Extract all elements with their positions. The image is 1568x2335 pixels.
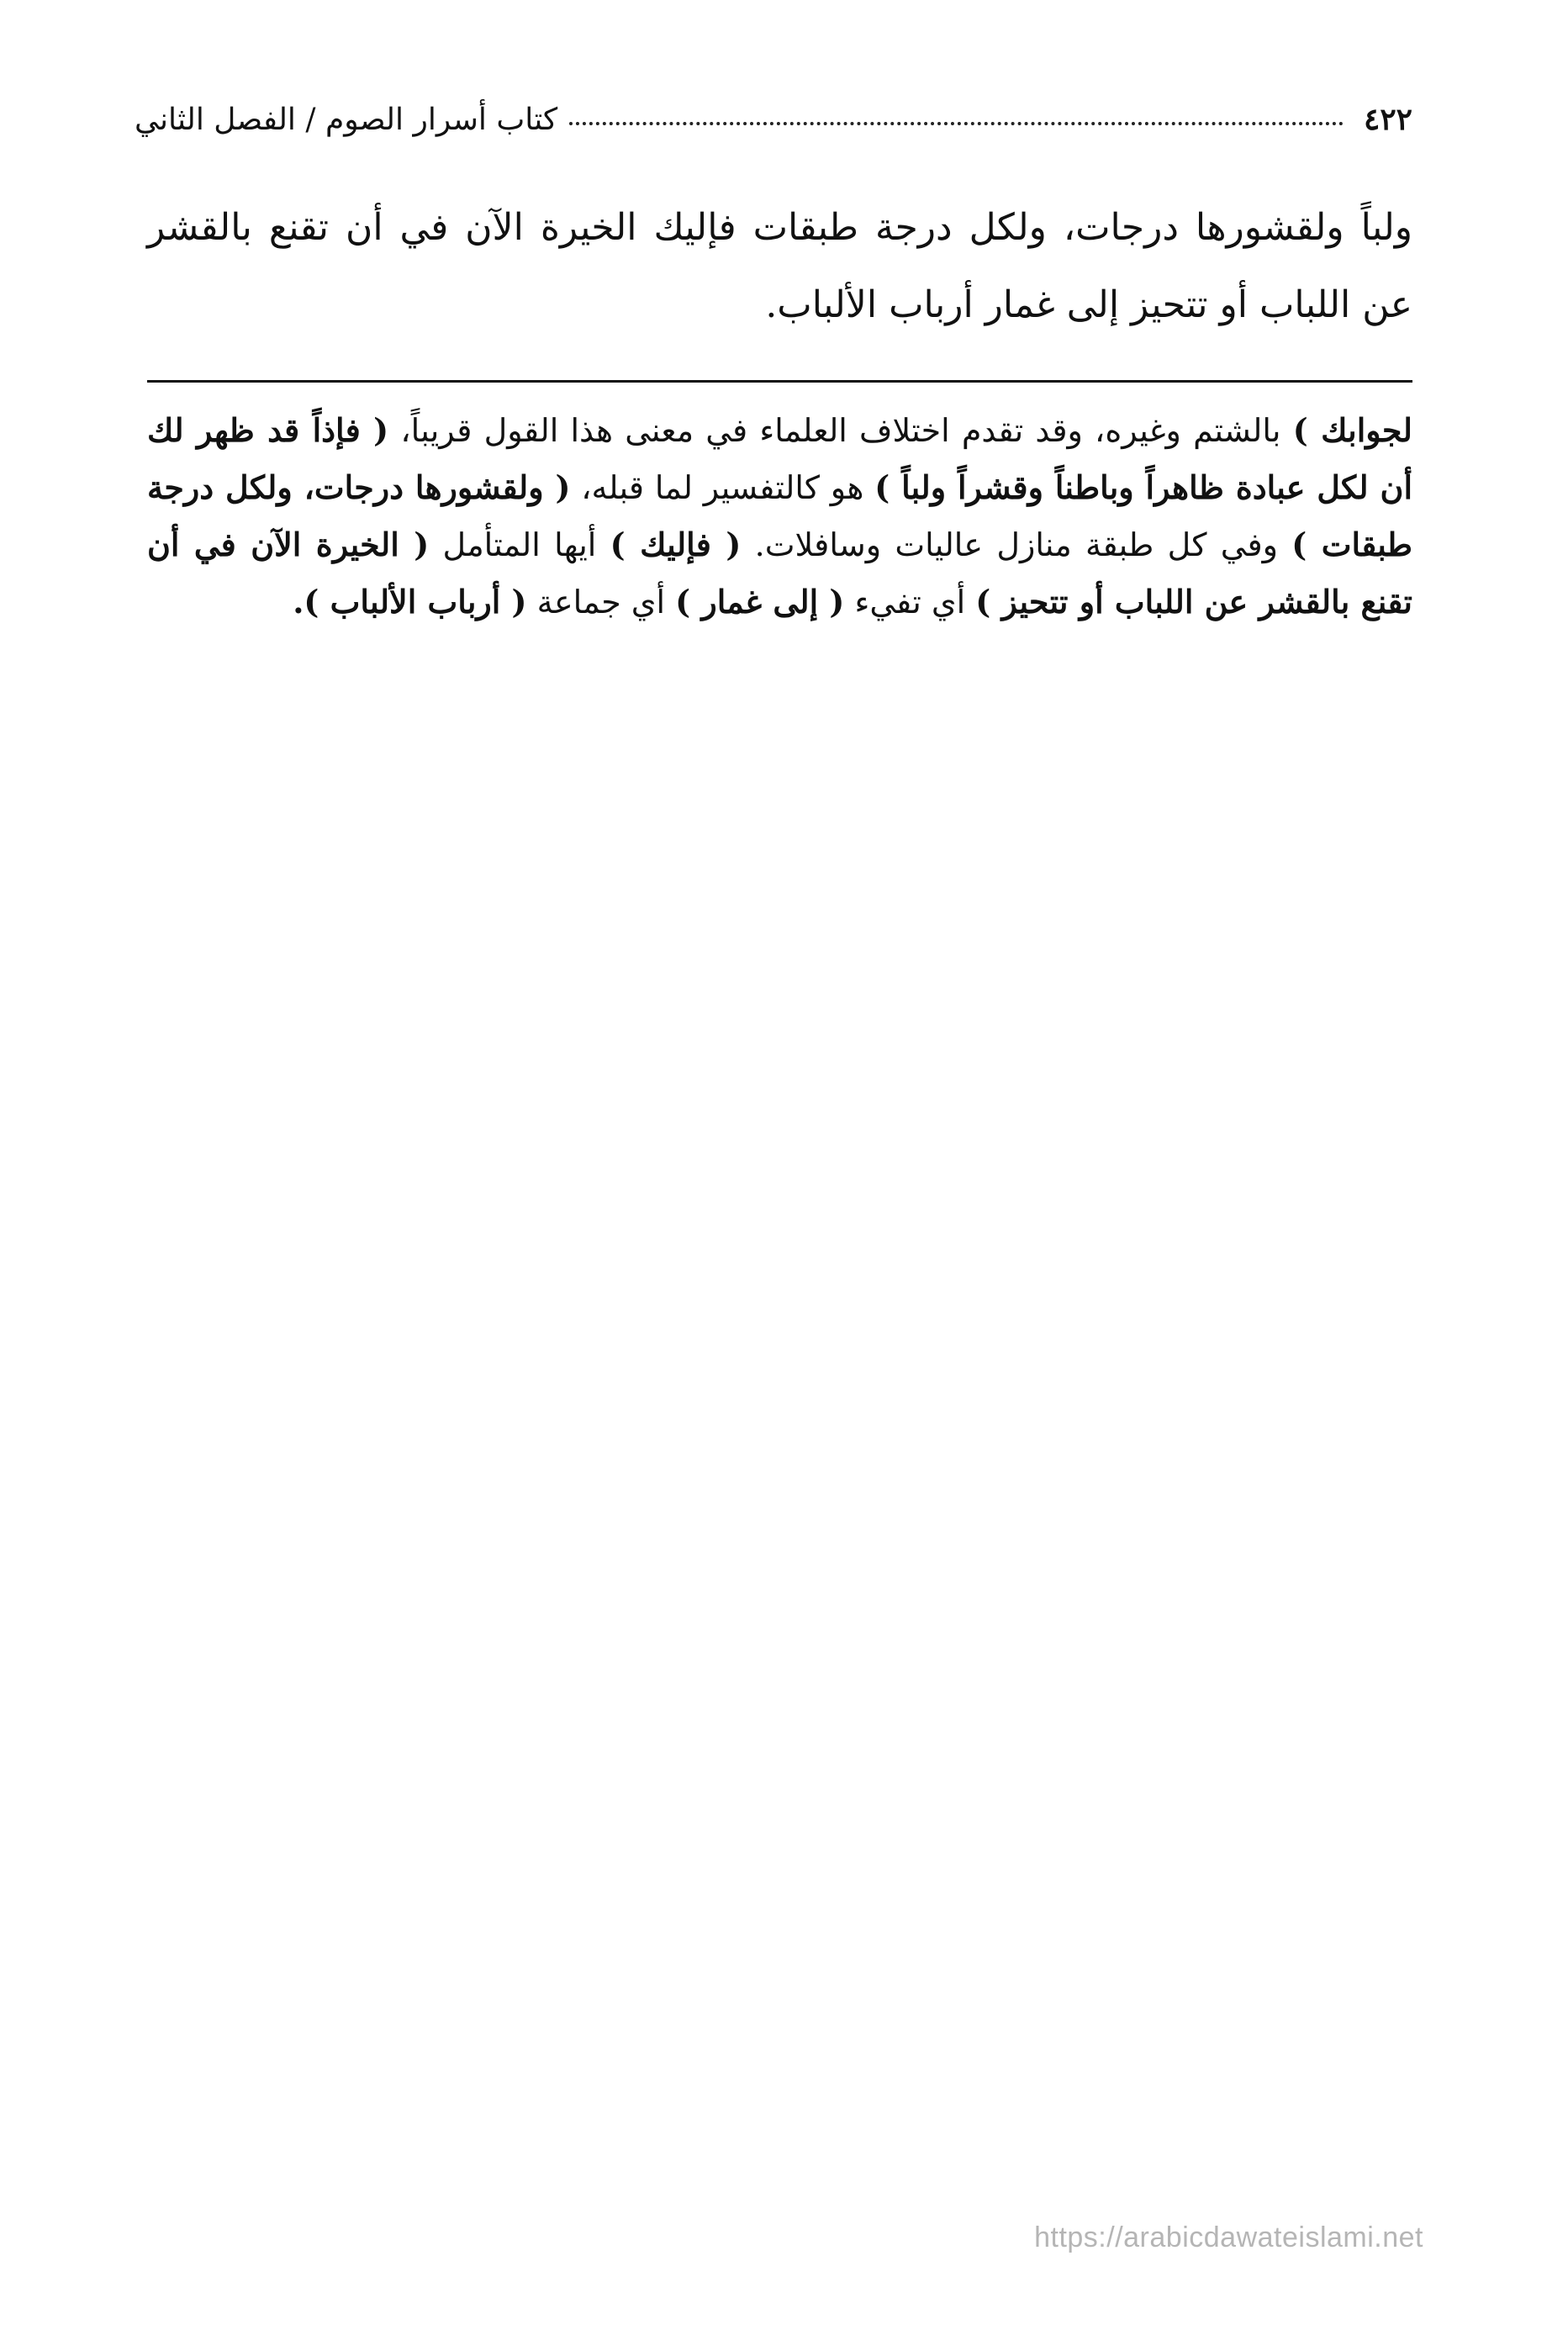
footnote-gloss: أيها المتأمل [429,526,610,563]
footnote-gloss: هو كالتفسير لما قبله، [570,469,875,506]
page-number: ٤٢٢ [1363,102,1412,137]
footnote-gloss: بالشتم وغيره، وقد تقدم اختلاف العلماء في معنى هذا القول قريباً، [388,412,1293,449]
running-title: كتاب أسرار الصوم / الفصل الثاني [135,102,558,137]
leader-dots [569,122,1344,125]
footnote-quote: ( الخيرة الآن في أن تقنع بالقشر عن اللباب أو تتحيز ) [147,526,1412,621]
footnote-quote: لجوابك ) [1292,411,1413,449]
footnote-quote: ( فإذاً قد ظهر لك أن لكل عبادة ظاهراً وباطناً وقشراً ولباً ) [147,411,1412,506]
footnote-gloss: أي تفيء [844,584,976,621]
footnote-gloss: أي جماعة [526,584,676,621]
watermark-url: https://arabicdawateislami.net [1034,2221,1423,2253]
footnote-commentary [147,402,1412,631]
footnote-quote: ( ولقشورها درجات، ولكل درجة طبقات ) [147,468,1413,563]
running-header [135,94,1412,145]
footnote-gloss: وفي كل طبقة منازل عاليات وسافلات. [741,526,1292,563]
footnote-divider [147,380,1412,383]
footnote-quote: ( فإليك ) [610,526,742,563]
footnote-quote: ( إلى غمار ) [675,583,845,621]
main-text: ولباً ولقشورها درجات، ولكل درجة طبقات فإليك الخيرة الآن في أن تقنع بالقشر عن اللباب أو تتحيز إلى غمار أرباب الألباب. [147,206,1412,326]
footnote-quote: ( أرباب الألباب ). [293,583,527,621]
